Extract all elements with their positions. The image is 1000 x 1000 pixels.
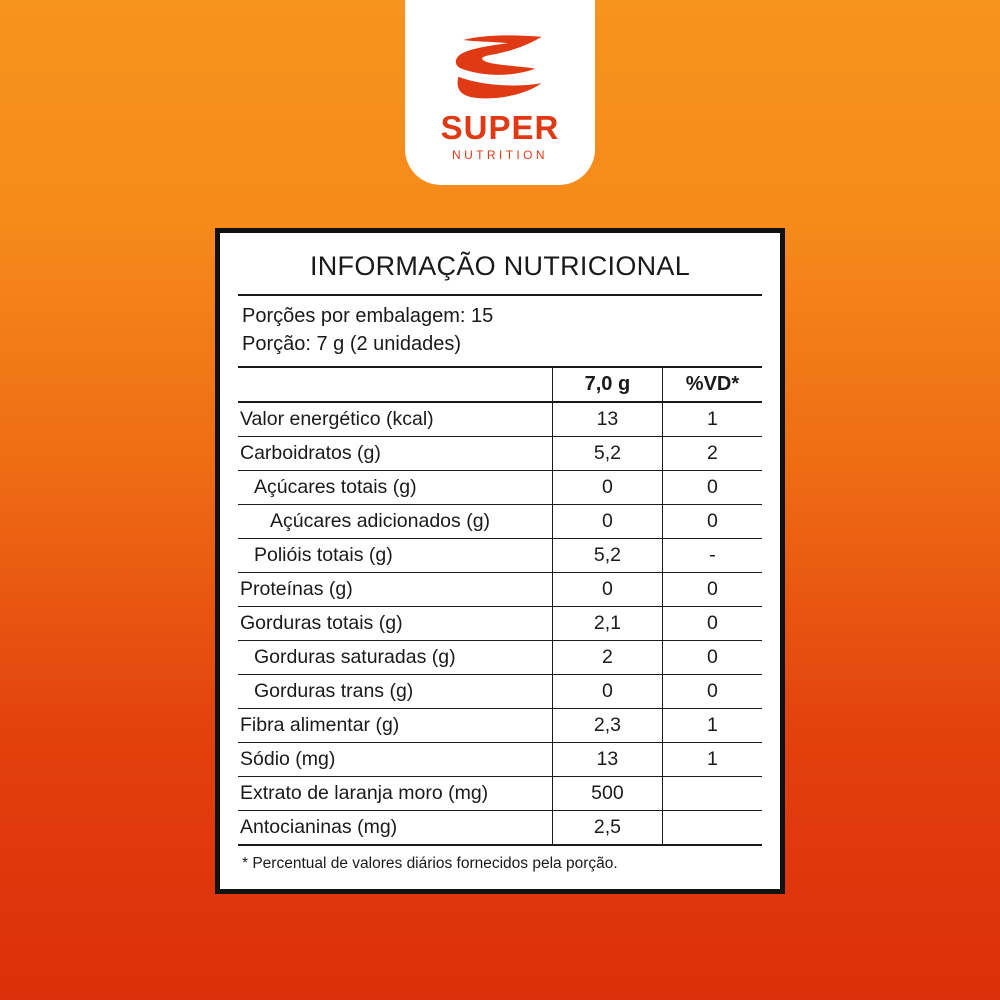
nutrient-daily-value: 1: [662, 402, 762, 437]
nutrient-daily-value: 0: [662, 675, 762, 709]
table-row: [238, 471, 762, 505]
table-row: [238, 675, 762, 709]
brand-subtitle: NUTRITION: [452, 148, 548, 162]
nutrient-name: Açúcares adicionados (g): [238, 505, 552, 539]
nutrient-amount: 0: [552, 675, 662, 709]
header-daily-value: %VD*: [662, 368, 762, 402]
table-row: [238, 437, 762, 471]
table-header-row: [238, 368, 762, 402]
nutrient-daily-value: 1: [662, 743, 762, 777]
nutrition-table-body: [238, 402, 762, 845]
nutrient-amount: 0: [552, 505, 662, 539]
nutrient-name: Polióis totais (g): [238, 539, 552, 573]
table-row: [238, 709, 762, 743]
nutrition-facts-panel: [215, 228, 785, 894]
servings-info: [238, 296, 762, 368]
nutrient-amount: 2: [552, 641, 662, 675]
nutrient-daily-value: 0: [662, 573, 762, 607]
nutrient-amount: 2,1: [552, 607, 662, 641]
nutrient-daily-value: 1: [662, 709, 762, 743]
nutrient-name: Gorduras trans (g): [238, 675, 552, 709]
nutrient-amount: 5,2: [552, 437, 662, 471]
footnote: * Percentual de valores diários fornecidos pela porção.: [242, 855, 618, 873]
brand-badge: [405, 0, 595, 185]
nutrient-name: Carboidratos (g): [238, 437, 552, 471]
nutrient-name: Proteínas (g): [238, 573, 552, 607]
nutrient-daily-value: [662, 811, 762, 846]
super-s-swoosh-icon: [452, 33, 548, 103]
nutrient-daily-value: -: [662, 539, 762, 573]
nutrient-amount: 5,2: [552, 539, 662, 573]
nutrient-amount: 500: [552, 777, 662, 811]
nutrient-name: Extrato de laranja moro (mg): [238, 777, 552, 811]
table-row: [238, 607, 762, 641]
panel-title: INFORMAÇÃO NUTRICIONAL: [238, 247, 762, 296]
table-row: [238, 641, 762, 675]
header-nutrient: [238, 368, 552, 402]
nutrient-amount: 0: [552, 471, 662, 505]
nutrition-table: [238, 368, 762, 846]
table-row: [238, 743, 762, 777]
nutrient-name: Fibra alimentar (g): [238, 709, 552, 743]
table-row: [238, 811, 762, 846]
nutrient-daily-value: 0: [662, 607, 762, 641]
nutrient-name: Valor energético (kcal): [238, 402, 552, 437]
nutrient-amount: 2,3: [552, 709, 662, 743]
serving-size: Porção: 7 g (2 unidades): [242, 332, 462, 355]
nutrient-name: Açúcares totais (g): [238, 471, 552, 505]
nutrient-amount: 0: [552, 573, 662, 607]
table-row: [238, 402, 762, 437]
nutrition-table-head: [238, 368, 762, 402]
nutrient-name: Gorduras saturadas (g): [238, 641, 552, 675]
brand-name: SUPER: [440, 109, 560, 146]
header-amount: 7,0 g: [552, 368, 662, 402]
table-row: [238, 505, 762, 539]
nutrient-name: Sódio (mg): [238, 743, 552, 777]
nutrient-daily-value: 0: [662, 471, 762, 505]
nutrient-name: Antocianinas (mg): [238, 811, 552, 846]
nutrient-amount: 13: [552, 402, 662, 437]
nutrient-daily-value: 0: [662, 641, 762, 675]
nutrient-amount: 13: [552, 743, 662, 777]
table-row: [238, 539, 762, 573]
nutrient-daily-value: 0: [662, 505, 762, 539]
nutrient-amount: 2,5: [552, 811, 662, 846]
table-row: [238, 573, 762, 607]
servings-per-package: Porções por embalagem: 15: [242, 305, 494, 327]
nutrient-name: Gorduras totais (g): [238, 607, 552, 641]
nutrient-daily-value: 2: [662, 437, 762, 471]
table-row: [238, 777, 762, 811]
nutrient-daily-value: [662, 777, 762, 811]
